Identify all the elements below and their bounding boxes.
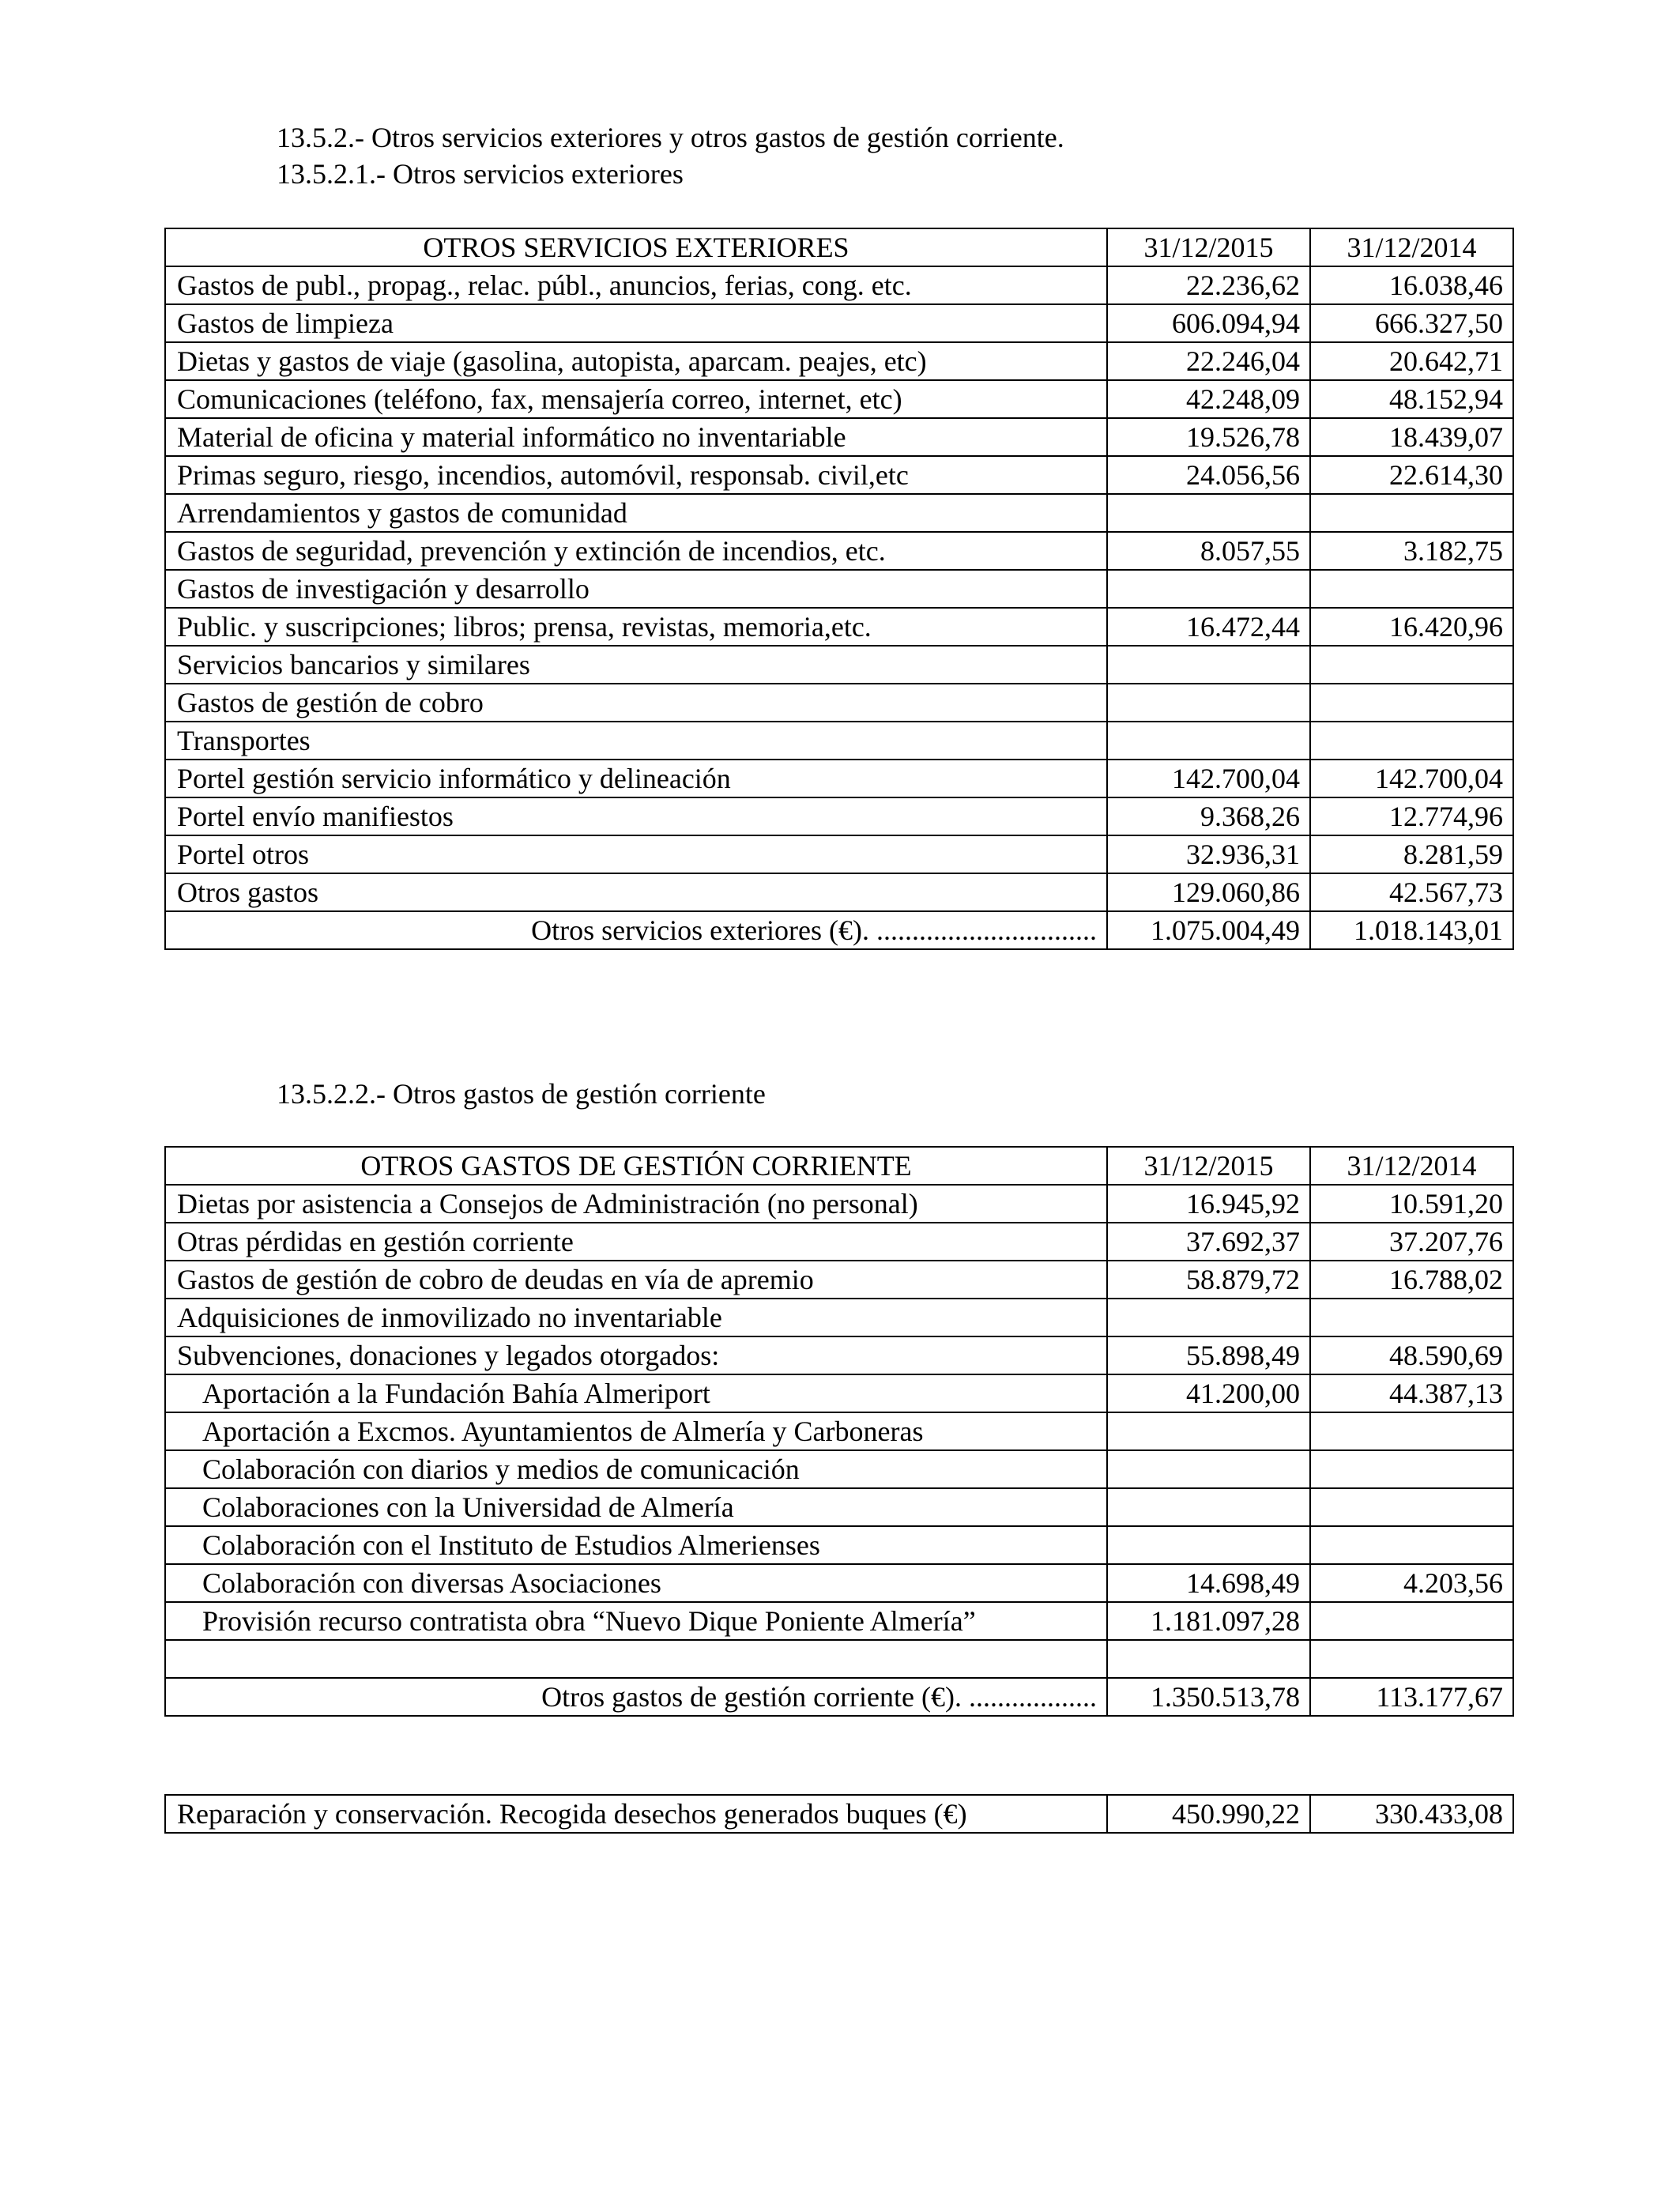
column-header-concept: OTROS SERVICIOS EXTERIORES <box>165 228 1107 266</box>
row-label: Gastos de gestión de cobro de deudas en vía de apremio <box>165 1261 1107 1299</box>
table-row <box>165 456 1513 494</box>
value-2015 <box>1107 494 1310 532</box>
table-row <box>165 760 1513 797</box>
value-2014: 37.207,76 <box>1310 1223 1513 1261</box>
value-2014: 10.591,20 <box>1310 1185 1513 1223</box>
total-value-2014: 113.177,67 <box>1310 1678 1513 1716</box>
column-header-concept: OTROS GASTOS DE GESTIÓN CORRIENTE <box>165 1147 1107 1185</box>
table-row <box>165 797 1513 835</box>
total-value-2015: 1.075.004,49 <box>1107 911 1310 949</box>
row-label: Transportes <box>165 722 1107 760</box>
table-header-row <box>165 1147 1513 1185</box>
otros-servicios-exteriores-table <box>164 228 1514 950</box>
row-label: Gastos de limpieza <box>165 304 1107 342</box>
value-2014 <box>1310 494 1513 532</box>
table-row <box>165 1261 1513 1299</box>
row-label: Public. y suscripciones; libros; prensa, revistas, memoria,etc. <box>165 608 1107 646</box>
table-row <box>165 380 1513 418</box>
value-2015: 58.879,72 <box>1107 1261 1310 1299</box>
table-row <box>165 1450 1513 1488</box>
value-2014 <box>1310 1412 1513 1450</box>
row-label: Colaboraciones con la Universidad de Almería <box>165 1488 1107 1526</box>
table-row <box>165 684 1513 722</box>
total-value-2014: 1.018.143,01 <box>1310 911 1513 949</box>
value-2015: 19.526,78 <box>1107 418 1310 456</box>
value-2015 <box>1107 1412 1310 1450</box>
row-label: Aportación a Excmos. Ayuntamientos de Almería y Carboneras <box>165 1412 1107 1450</box>
subsection-title-2: 13.5.2.2.- Otros gastos de gestión corriente <box>277 1078 766 1110</box>
value-2014 <box>1310 1602 1513 1640</box>
row-label: Otros gastos <box>165 873 1107 911</box>
row-label: Aportación a la Fundación Bahía Almeriport <box>165 1374 1107 1412</box>
table-row <box>165 873 1513 911</box>
value-2014: 16.788,02 <box>1310 1261 1513 1299</box>
table-header-row <box>165 228 1513 266</box>
total-label: Otros servicios exteriores (€). ............................... <box>165 911 1107 949</box>
value-2014: 12.774,96 <box>1310 797 1513 835</box>
value-2014: 18.439,07 <box>1310 418 1513 456</box>
row-label: Gastos de gestión de cobro <box>165 684 1107 722</box>
row-label: Portel otros <box>165 835 1107 873</box>
value-2014 <box>1310 646 1513 684</box>
value-2014 <box>1310 1640 1513 1678</box>
value-2015: 606.094,94 <box>1107 304 1310 342</box>
row-label: Gastos de investigación y desarrollo <box>165 570 1107 608</box>
value-2015: 450.990,22 <box>1107 1795 1310 1833</box>
table-row <box>165 342 1513 380</box>
value-2015: 9.368,26 <box>1107 797 1310 835</box>
table-row <box>165 1412 1513 1450</box>
row-label: Colaboración con diversas Asociaciones <box>165 1564 1107 1602</box>
table-row <box>165 835 1513 873</box>
value-2015: 55.898,49 <box>1107 1336 1310 1374</box>
table-row <box>165 608 1513 646</box>
table-row <box>165 494 1513 532</box>
column-header-2015: 31/12/2015 <box>1107 1147 1310 1185</box>
value-2015: 16.472,44 <box>1107 608 1310 646</box>
row-label: Primas seguro, riesgo, incendios, automóvil, responsab. civil,etc <box>165 456 1107 494</box>
table-row <box>165 1299 1513 1336</box>
value-2014: 22.614,30 <box>1310 456 1513 494</box>
row-label: Portel gestión servicio informático y delineación <box>165 760 1107 797</box>
value-2015 <box>1107 722 1310 760</box>
value-2015: 22.236,62 <box>1107 266 1310 304</box>
value-2015 <box>1107 1526 1310 1564</box>
value-2014: 4.203,56 <box>1310 1564 1513 1602</box>
value-2015: 22.246,04 <box>1107 342 1310 380</box>
table-row <box>165 1640 1513 1678</box>
value-2015 <box>1107 646 1310 684</box>
value-2014: 3.182,75 <box>1310 532 1513 570</box>
column-header-2014: 31/12/2014 <box>1310 1147 1513 1185</box>
value-2015: 1.181.097,28 <box>1107 1602 1310 1640</box>
row-label: Provisión recurso contratista obra “Nuevo Dique Poniente Almería” <box>165 1602 1107 1640</box>
value-2015: 24.056,56 <box>1107 456 1310 494</box>
value-2015: 41.200,00 <box>1107 1374 1310 1412</box>
table-row <box>165 646 1513 684</box>
table-row <box>165 722 1513 760</box>
row-label: Dietas por asistencia a Consejos de Administración (no personal) <box>165 1185 1107 1223</box>
table-row <box>165 1488 1513 1526</box>
column-header-2014: 31/12/2014 <box>1310 228 1513 266</box>
row-label: Arrendamientos y gastos de comunidad <box>165 494 1107 532</box>
total-row <box>165 1678 1513 1716</box>
subsection-title-1: 13.5.2.1.- Otros servicios exteriores <box>277 158 684 190</box>
total-row <box>165 911 1513 949</box>
value-2015: 142.700,04 <box>1107 760 1310 797</box>
value-2015: 129.060,86 <box>1107 873 1310 911</box>
value-2015: 16.945,92 <box>1107 1185 1310 1223</box>
value-2015: 14.698,49 <box>1107 1564 1310 1602</box>
value-2014: 666.327,50 <box>1310 304 1513 342</box>
total-label: Otros gastos de gestión corriente (€). .................. <box>165 1678 1107 1716</box>
value-2015: 32.936,31 <box>1107 835 1310 873</box>
row-label: Dietas y gastos de viaje (gasolina, autopista, aparcam. peajes, etc) <box>165 342 1107 380</box>
table-row <box>165 1374 1513 1412</box>
row-label: Colaboración con diarios y medios de comunicación <box>165 1450 1107 1488</box>
column-header-2015: 31/12/2015 <box>1107 228 1310 266</box>
value-2015 <box>1107 684 1310 722</box>
row-label <box>165 1640 1107 1678</box>
value-2014 <box>1310 1299 1513 1336</box>
value-2014 <box>1310 684 1513 722</box>
row-label: Colaboración con el Instituto de Estudios Almerienses <box>165 1526 1107 1564</box>
table-row <box>165 1185 1513 1223</box>
value-2015: 8.057,55 <box>1107 532 1310 570</box>
value-2014: 16.038,46 <box>1310 266 1513 304</box>
table-row <box>165 1336 1513 1374</box>
value-2014 <box>1310 722 1513 760</box>
value-2014: 48.590,69 <box>1310 1336 1513 1374</box>
value-2014: 42.567,73 <box>1310 873 1513 911</box>
row-label: Otras pérdidas en gestión corriente <box>165 1223 1107 1261</box>
value-2014: 20.642,71 <box>1310 342 1513 380</box>
table-row <box>165 418 1513 456</box>
row-label: Material de oficina y material informático no inventariable <box>165 418 1107 456</box>
value-2014: 16.420,96 <box>1310 608 1513 646</box>
value-2015 <box>1107 1450 1310 1488</box>
value-2015 <box>1107 1299 1310 1336</box>
table-row <box>165 1564 1513 1602</box>
section-title: 13.5.2.- Otros servicios exteriores y otros gastos de gestión corriente. <box>277 122 1064 153</box>
table-row <box>165 570 1513 608</box>
reparacion-conservacion-table <box>164 1794 1514 1834</box>
value-2014 <box>1310 1488 1513 1526</box>
row-label: Gastos de publ., propag., relac. públ., anuncios, ferias, cong. etc. <box>165 266 1107 304</box>
value-2014: 8.281,59 <box>1310 835 1513 873</box>
row-label: Portel envío manifiestos <box>165 797 1107 835</box>
row-label: Gastos de seguridad, prevención y extinción de incendios, etc. <box>165 532 1107 570</box>
row-label: Comunicaciones (teléfono, fax, mensajería correo, internet, etc) <box>165 380 1107 418</box>
row-label: Subvenciones, donaciones y legados otorgados: <box>165 1336 1107 1374</box>
value-2014: 48.152,94 <box>1310 380 1513 418</box>
value-2015: 42.248,09 <box>1107 380 1310 418</box>
table-row <box>165 532 1513 570</box>
table-row <box>165 1795 1513 1833</box>
total-value-2015: 1.350.513,78 <box>1107 1678 1310 1716</box>
value-2014: 330.433,08 <box>1310 1795 1513 1833</box>
value-2015 <box>1107 1640 1310 1678</box>
table-row <box>165 304 1513 342</box>
value-2015: 37.692,37 <box>1107 1223 1310 1261</box>
otros-gastos-gestion-table <box>164 1146 1514 1717</box>
row-label: Adquisiciones de inmovilizado no inventariable <box>165 1299 1107 1336</box>
row-label: Servicios bancarios y similares <box>165 646 1107 684</box>
value-2014: 142.700,04 <box>1310 760 1513 797</box>
table-row <box>165 1223 1513 1261</box>
value-2014 <box>1310 570 1513 608</box>
value-2014 <box>1310 1450 1513 1488</box>
table-row <box>165 1526 1513 1564</box>
table-row <box>165 1602 1513 1640</box>
value-2014 <box>1310 1526 1513 1564</box>
value-2014: 44.387,13 <box>1310 1374 1513 1412</box>
row-label: Reparación y conservación. Recogida desechos generados buques (€) <box>165 1795 1107 1833</box>
table-row <box>165 266 1513 304</box>
value-2015 <box>1107 1488 1310 1526</box>
value-2015 <box>1107 570 1310 608</box>
